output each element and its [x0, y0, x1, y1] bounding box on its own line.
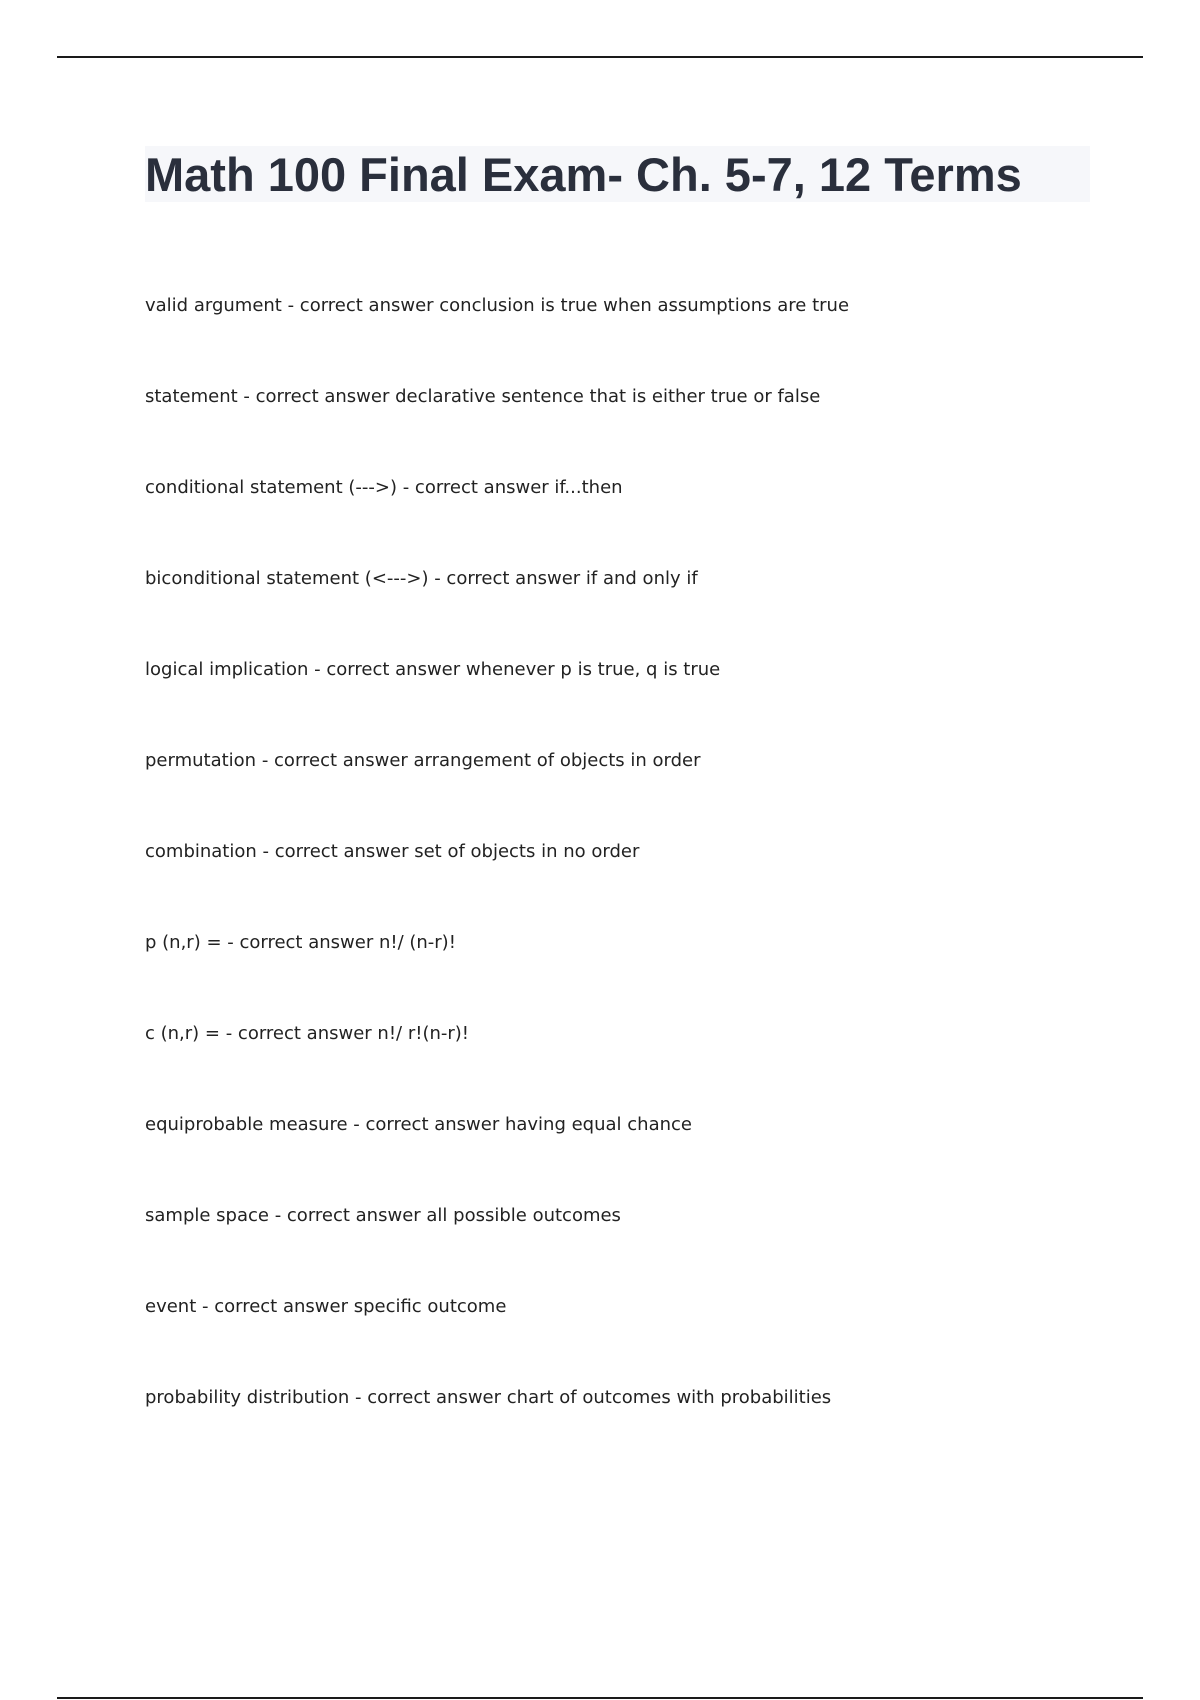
term-item: biconditional statement (<--->) - correct answer if and only if	[145, 568, 698, 589]
term-item: conditional statement (--->) - correct answer if...then	[145, 477, 623, 498]
term-item: valid argument - correct answer conclusion is true when assumptions are true	[145, 295, 850, 316]
term-item: c (n,r) = - correct answer n!/ r!(n-r)!	[145, 1023, 470, 1044]
title-banner	[145, 146, 1090, 202]
term-item: combination - correct answer set of objects in no order	[145, 841, 640, 862]
bottom-rule	[57, 1697, 1143, 1699]
term-item: equiprobable measure - correct answer having equal chance	[145, 1114, 692, 1135]
term-item: logical implication - correct answer whenever p is true, q is true	[145, 659, 721, 680]
top-rule	[57, 56, 1143, 58]
term-item: permutation - correct answer arrangement of objects in order	[145, 750, 701, 771]
term-item: statement - correct answer declarative sentence that is either true or false	[145, 386, 821, 407]
term-list	[145, 292, 1095, 1475]
term-item: p (n,r) = - correct answer n!/ (n-r)!	[145, 932, 456, 953]
page-title: Math 100 Final Exam- Ch. 5-7, 12 Terms	[145, 147, 1022, 201]
term-item: probability distribution - correct answer chart of outcomes with probabilities	[145, 1387, 832, 1408]
term-item: sample space - correct answer all possible outcomes	[145, 1205, 621, 1226]
term-item: event - correct answer specific outcome	[145, 1296, 507, 1317]
